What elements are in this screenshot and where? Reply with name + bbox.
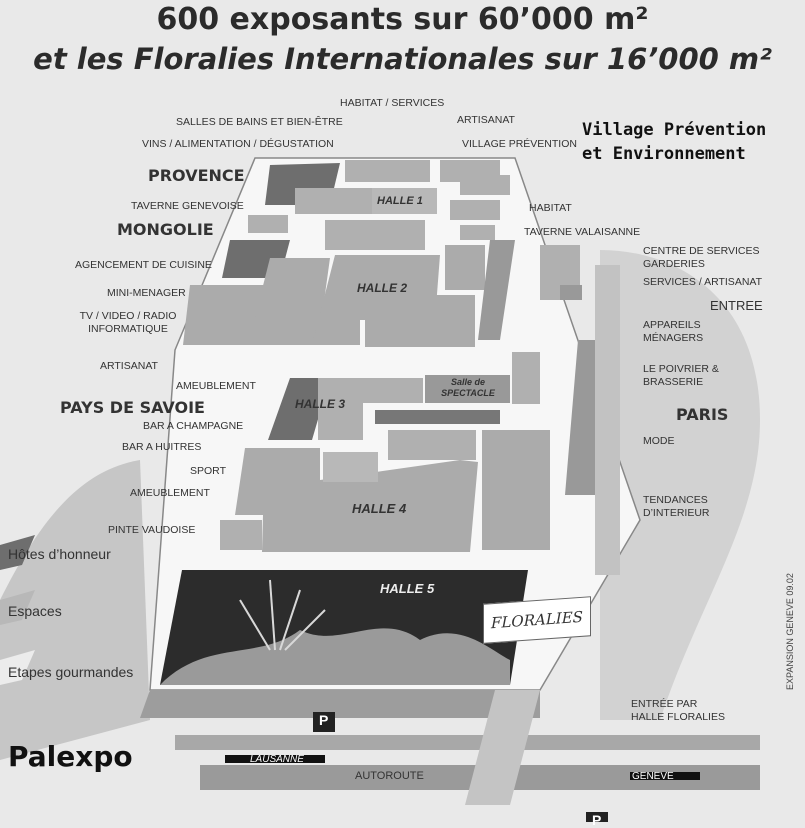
guest-mongolie: MONGOLIE — [117, 220, 214, 239]
label-pinte-vaudoise: PINTE VAUDOISE — [108, 524, 196, 536]
floor-edge — [140, 690, 540, 718]
block-halle-2-right — [365, 295, 475, 347]
block-habitat-services — [345, 160, 430, 182]
label-le-poivrier: LE POIVRIER & BRASSERIE — [643, 363, 719, 388]
title-line-1: 600 exposants sur 60’000 m² — [156, 2, 649, 37]
block-mode — [388, 430, 476, 460]
legend-honneur: Hôtes d’honneur — [8, 546, 111, 562]
block-paris — [375, 410, 500, 424]
label-artisanat-top: ARTISANAT — [457, 114, 515, 126]
guest-paris: PARIS — [676, 405, 729, 424]
block-appareils — [560, 285, 582, 300]
label-habitat-services: HABITAT / SERVICES — [340, 97, 445, 109]
block-sport — [323, 452, 378, 482]
label-artisanat-left: ARTISANAT — [100, 360, 158, 372]
road-geneve: GENEVE — [632, 771, 674, 782]
block-vins — [325, 220, 425, 250]
block-taverne-genevoise — [248, 215, 288, 233]
road-upper — [175, 735, 760, 750]
block-habitat — [450, 200, 500, 220]
hall-3-label: HALLE 3 — [295, 397, 346, 411]
hall-2-label: HALLE 2 — [357, 281, 408, 295]
block-poivrier — [512, 352, 540, 404]
label-services-artisanat: SERVICES / ARTISANAT — [643, 276, 763, 288]
block-entree-strip — [595, 265, 620, 575]
legend-etapes: Etapes gourmandes — [8, 664, 134, 680]
palexpo-logo: Palexpo — [8, 740, 133, 773]
road-autoroute: AUTOROUTE — [355, 770, 424, 782]
label-tv-video: TV / VIDEO / RADIO INFORMATIQUE — [79, 310, 177, 335]
label-centre-services: CENTRE DE SERVICES GARDERIES — [643, 245, 760, 270]
side-credit: EXPANSION GENEVE 09.02 — [785, 573, 795, 690]
parking-label-2: P — [592, 812, 602, 828]
label-salles-bains: SALLES DE BAINS ET BIEN-ÊTRE — [176, 116, 343, 128]
label-tendances: TENDANCES D’INTERIEUR — [643, 494, 710, 519]
road-lausanne: LAUSANNE — [250, 754, 304, 765]
hall-1-label: HALLE 1 — [377, 195, 423, 207]
label-sport: SPORT — [190, 465, 226, 477]
legend-espaces: Espaces — [8, 603, 62, 619]
hall-4-label: HALLE 4 — [352, 501, 407, 516]
label-village-prevention: VILLAGE PRÉVENTION — [462, 138, 577, 150]
label-entree: ENTREE — [710, 298, 763, 313]
block-taverne-valaisanne — [460, 225, 495, 240]
floralies-sign-text: FLORALIES — [491, 607, 583, 633]
block-salles-bains — [295, 188, 375, 214]
guest-provence: PROVENCE — [148, 166, 245, 185]
label-entree-floralies: ENTRÉE PAR HALLE FLORALIES — [631, 698, 725, 723]
label-ameublement-1: AMEUBLEMENT — [176, 380, 256, 392]
hall-5-label: HALLE 5 — [380, 581, 435, 596]
spectacle-label: Salle de SPECTACLE — [441, 377, 495, 398]
label-appareils: APPAREILS MÉNAGERS — [643, 319, 704, 344]
village-line-1: Village Prévention — [582, 120, 767, 140]
block-tendances — [482, 430, 550, 550]
label-mini-menager: MINI-MENAGER — [107, 287, 186, 299]
label-bar-huitres: BAR A HUITRES — [122, 441, 202, 453]
label-vins: VINS / ALIMENTATION / DÉGUSTATION — [142, 138, 334, 150]
label-ameublement-2: AMEUBLEMENT — [130, 487, 210, 499]
label-habitat: HABITAT — [529, 202, 572, 214]
title-line-2: et les Floralies Internationales sur 16’000 m² — [33, 42, 772, 76]
floralies-sign — [483, 596, 591, 644]
label-mode: MODE — [643, 435, 675, 447]
block-halle-2-side — [445, 245, 485, 290]
label-agencement: AGENCEMENT DE CUISINE — [75, 259, 212, 271]
block-pinte-vaudoise — [220, 520, 262, 550]
block-village-prevention — [460, 175, 510, 195]
village-prevention-callout — [582, 118, 766, 166]
guest-pays-savoie: PAYS DE SAVOIE — [60, 398, 205, 417]
block-ameublement — [363, 378, 423, 403]
label-bar-champagne: BAR A CHAMPAGNE — [143, 420, 244, 432]
label-taverne-valaisanne: TAVERNE VALAISANNE — [524, 226, 641, 238]
parking-label-1: P — [319, 712, 329, 728]
label-taverne-genevoise: TAVERNE GENEVOISE — [131, 200, 244, 212]
village-line-2: et Environnement — [582, 144, 746, 164]
